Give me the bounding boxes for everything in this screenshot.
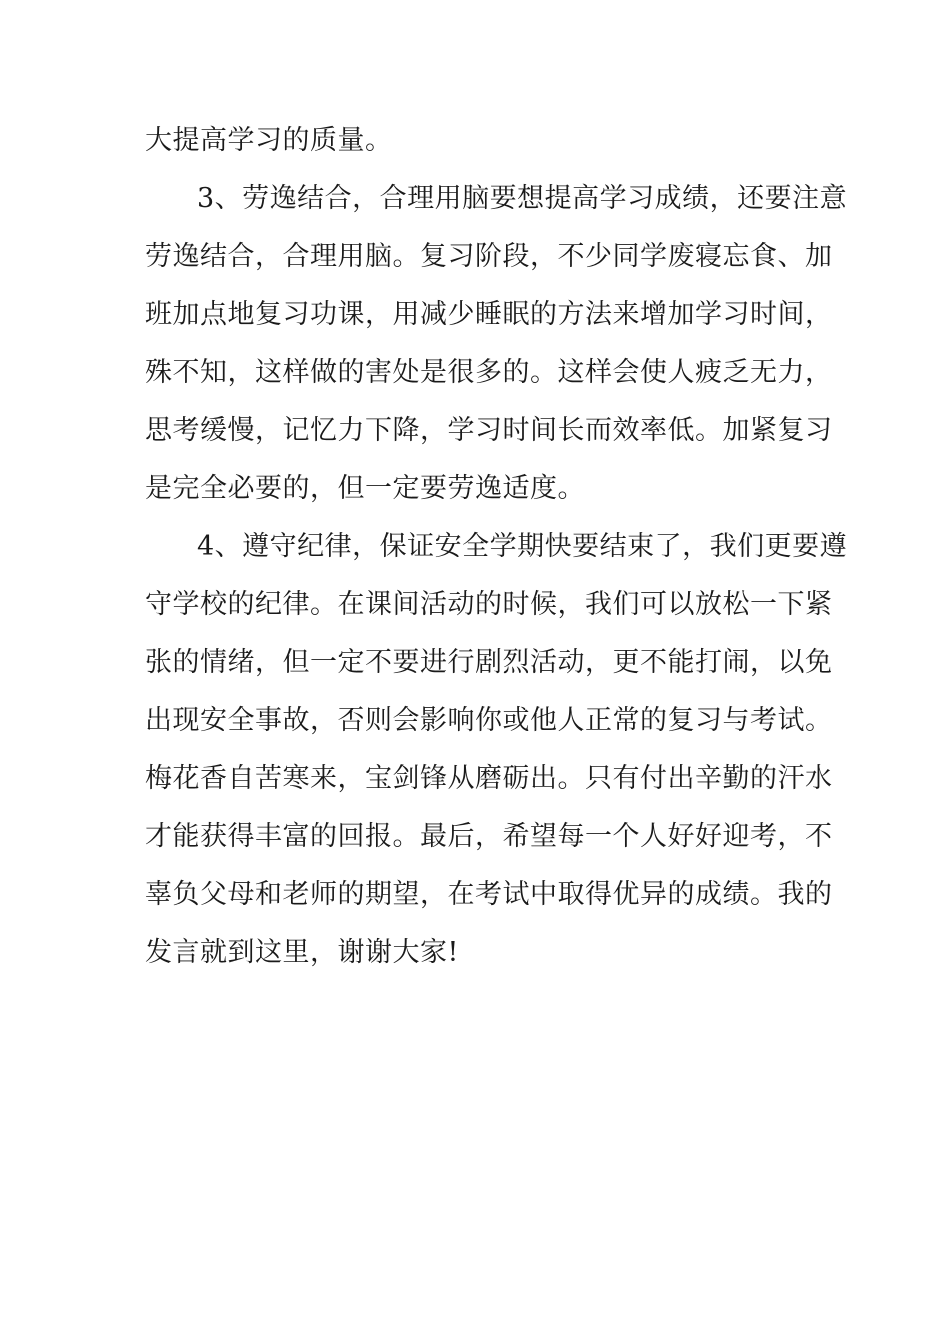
paragraph-continuation	[145, 112, 815, 170]
text-line: 出现安全事故，否则会影响你或他人正常的复习与考试。	[145, 705, 833, 736]
text-line: 才能获得丰富的回报。最后，希望每一个人好好迎考，不	[145, 821, 833, 852]
text-line: 守学校的纪律。在课间活动的时候，我们可以放松一下紧	[145, 589, 833, 620]
text-line: 4、遵守纪律，保证安全学期快要结束了，我们更要遵	[197, 531, 848, 562]
text-line: 班加点地复习功课，用减少睡眠的方法来增加学习时间，	[145, 299, 833, 330]
text-line: 大提高学习的质量。	[145, 125, 393, 156]
document-body	[145, 112, 848, 982]
text-line: 发言就到这里，谢谢大家!	[145, 937, 459, 968]
text-line: 思考缓慢，记忆力下降，学习时间长而效率低。加紧复习	[145, 415, 833, 446]
text-line: 辜负父母和老师的期望，在考试中取得优异的成绩。我的	[145, 879, 833, 910]
paragraph-work-rest-balance	[145, 170, 848, 518]
text-line: 张的情绪，但一定不要进行剧烈活动，更不能打闹，以免	[145, 647, 833, 678]
text-line: 梅花香自苦寒来，宝剑锋从磨砺出。只有付出辛勤的汗水	[145, 763, 833, 794]
text-line: 殊不知，这样做的害处是很多的。这样会使人疲乏无力，	[145, 357, 833, 388]
text-line: 3、劳逸结合，合理用脑要想提高学习成绩，还要注意	[197, 183, 848, 214]
text-line: 是完全必要的，但一定要劳逸适度。	[145, 473, 585, 504]
text-line: 劳逸结合，合理用脑。复习阶段，不少同学废寝忘食、加	[145, 241, 833, 272]
paragraph-discipline-safety	[145, 518, 848, 982]
